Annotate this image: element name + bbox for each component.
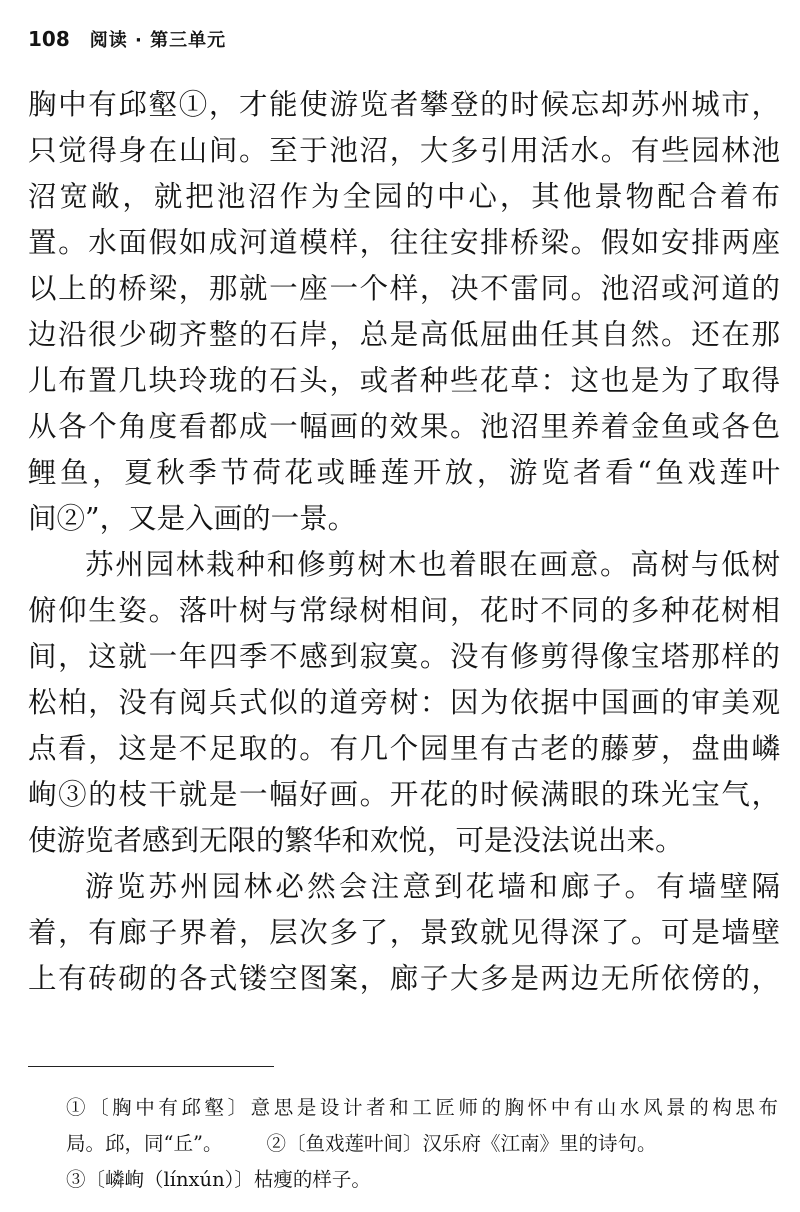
text-line: 胸中有邱壑①，才能使游览者攀登的时候忘却苏州城市， <box>28 88 780 121</box>
text-line: 使游览者感到无限的繁华和欢悦，可是没法说出来。 <box>28 824 684 857</box>
footnote-text: ②〔鱼戏莲叶间〕汉乐府《江南》里的诗句。 <box>266 1132 657 1155</box>
text-line: 间，这就一年四季不感到寂寞。没有修剪得像宝塔那样的 <box>28 640 780 673</box>
text-line: 儿布置几块玲珑的石头，或者种些花草：这也是为了取得 <box>28 364 780 397</box>
paragraph-first-line: 苏州园林栽种和修剪树木也着眼在画意。高树与低树 <box>85 548 780 581</box>
footnote-divider <box>28 1066 274 1067</box>
text-line: 沼宽敞，就把池沼作为全园的中心，其他景物配合着布 <box>28 180 780 213</box>
footnote-line: ①〔胸中有邱壑〕意思是设计者和工匠师的胸怀中有山水风景的构思布 <box>66 1096 778 1119</box>
footnotes <box>66 1090 778 1198</box>
text-line: 上有砖砌的各式镂空图案，廊子大多是两边无所依傍的， <box>28 962 780 995</box>
footnote-line: ③〔嶙峋（línxún）〕枯瘦的样子。 <box>66 1168 371 1191</box>
page-number: 108 <box>28 27 70 51</box>
text-line: 间②”，又是入画的一景。 <box>28 502 357 535</box>
text-line: 峋③的枝干就是一幅好画。开花的时候满眼的珠光宝气， <box>28 778 780 811</box>
paragraph-first-line: 游览苏州园林必然会注意到花墙和廊子。有墙壁隔 <box>85 870 780 903</box>
footnote-line <box>66 1126 778 1162</box>
footnote-text: 局。邱，同“丘”。 <box>66 1132 223 1155</box>
text-line: 鲤鱼，夏秋季节荷花或睡莲开放，游览者看“鱼戏莲叶 <box>28 456 780 489</box>
body-text <box>28 82 780 1002</box>
text-line: 从各个角度看都成一幅画的效果。池沼里养着金鱼或各色 <box>28 410 780 443</box>
text-line: 以上的桥梁，那就一座一个样，决不雷同。池沼或河道的 <box>28 272 780 305</box>
text-line: 置。水面假如成河道模样，往往安排桥梁。假如安排两座 <box>28 226 780 259</box>
page-header <box>28 26 226 56</box>
text-line: 只觉得身在山间。至于池沼，大多引用活水。有些园林池 <box>28 134 780 167</box>
running-title: 阅读 · 第三单元 <box>89 30 227 51</box>
text-line: 边沿很少砌齐整的石岸，总是高低屈曲任其自然。还在那 <box>28 318 780 351</box>
text-line: 俯仰生姿。落叶树与常绿树相间，花时不同的多种花树相 <box>28 594 780 627</box>
text-line: 松柏，没有阅兵式似的道旁树：因为依据中国画的审美观 <box>28 686 780 719</box>
text-line: 点看，这是不足取的。有几个园里有古老的藤萝，盘曲嶙 <box>28 732 780 765</box>
text-line: 着，有廊子界着，层次多了，景致就见得深了。可是墙壁 <box>28 916 780 949</box>
